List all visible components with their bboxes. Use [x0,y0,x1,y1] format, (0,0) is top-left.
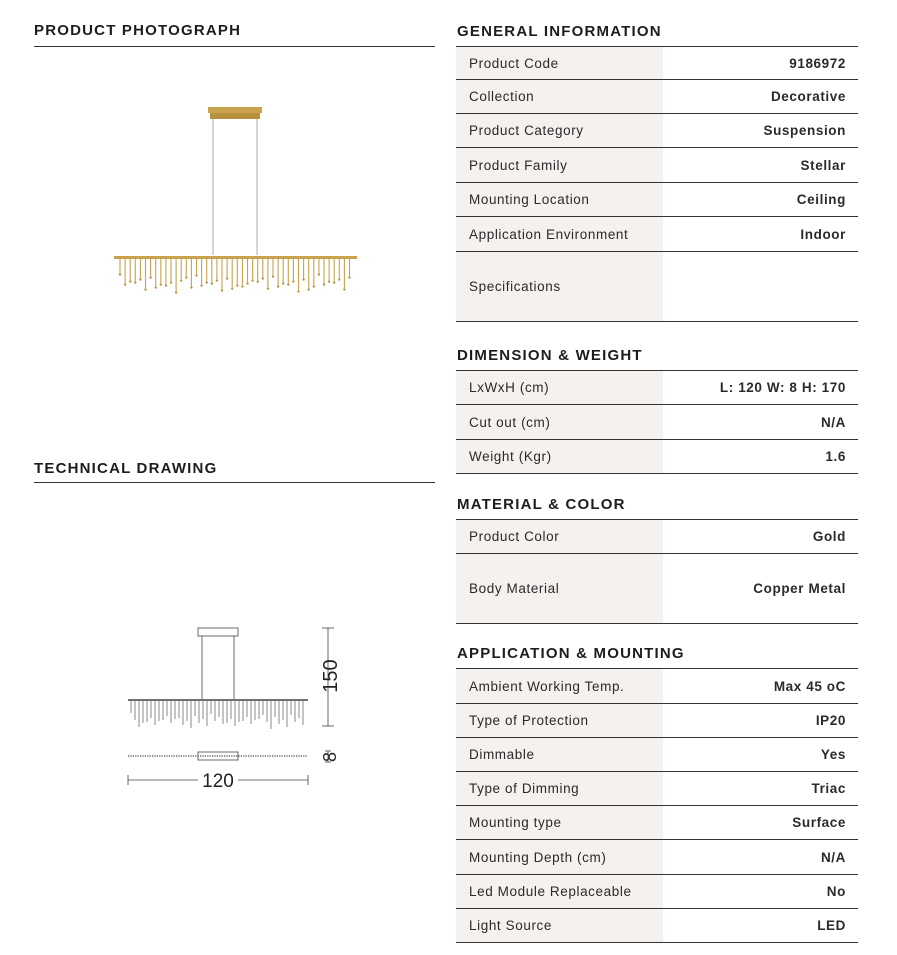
spec-label: LxWxH (cm) [456,371,663,404]
spec-row [456,217,858,252]
spec-value: 9186972 [789,55,846,71]
spec-row [456,148,858,183]
spec-label: Dimmable [456,738,663,771]
spec-label: Product Category [456,114,663,147]
spec-label: Type of Dimming [456,772,663,805]
spec-value: Copper Metal [753,581,846,596]
spec-row [456,47,858,80]
spec-row [456,704,858,738]
product-photo [108,100,363,300]
spec-row [456,440,858,474]
spec-label: Specifications [456,252,663,321]
material-color-table [456,520,858,624]
dim-depth-label: 8 [320,751,340,763]
spec-label: Light Source [456,909,663,942]
spec-row [456,738,858,772]
spec-row [456,371,858,405]
spec-value: IP20 [815,713,846,728]
spec-row [456,183,858,217]
spec-value: Indoor [800,226,846,242]
spec-row [456,554,858,624]
spec-value: Gold [812,529,846,544]
general-information-title: GENERAL INFORMATION [457,23,662,40]
dim-width-label: 120 [202,771,234,792]
spec-value [663,252,858,321]
spec-label: Mounting Location [456,183,663,216]
spec-label: Led Module Replaceable [456,875,663,908]
spec-row [456,80,858,114]
spec-row [456,875,858,909]
technical-drawing [120,620,370,800]
spec-label: Product Family [456,148,663,182]
spec-label: Collection [456,80,663,113]
spec-label: Body Material [456,554,663,623]
spec-label: Weight (Kgr) [456,440,663,473]
spec-value: N/A [820,414,846,430]
technical-drawing-title: TECHNICAL DRAWING [34,460,218,477]
spec-row [456,405,858,440]
pendant-lamp-image [108,100,363,300]
dimension-weight-table [456,371,858,474]
spec-value: Suspension [763,123,846,138]
dimension-weight-title: DIMENSION & WEIGHT [457,347,643,364]
spec-value: Max 45 oC [773,678,846,694]
dim-height-label: 150 [320,659,342,693]
spec-value: Decorative [770,89,846,104]
spec-label: Ambient Working Temp. [456,669,663,703]
spec-label: Application Environment [456,217,663,251]
spec-row [456,840,858,875]
spec-value: Ceiling [796,192,846,207]
spec-row [456,909,858,943]
spec-value: Stellar [800,157,846,173]
spec-row [456,806,858,840]
spec-label: Type of Protection [456,704,663,737]
photo-title-rule [34,46,435,47]
spec-label: Product Code [456,47,663,79]
spec-value: Triac [811,781,846,796]
spec-row [456,772,858,806]
spec-row [456,114,858,148]
application-mounting-title: APPLICATION & MOUNTING [457,645,685,662]
spec-value: L: 120 W: 8 H: 170 [719,380,846,395]
spec-label: Product Color [456,520,663,553]
spec-label: Mounting Depth (cm) [456,840,663,874]
spec-row [456,520,858,554]
product-photograph-title: PRODUCT PHOTOGRAPH [34,22,242,39]
spec-value: 1.6 [825,449,846,464]
spec-value: No [826,884,846,899]
technical-drawing-svg [120,620,370,800]
drawing-title-rule [34,482,435,483]
application-mounting-table [456,669,858,943]
spec-value: Yes [820,747,846,762]
spec-row [456,252,858,322]
spec-label: Mounting type [456,806,663,839]
spec-value: Surface [792,815,846,830]
spec-value: N/A [820,849,846,865]
material-color-title: MATERIAL & COLOR [457,496,626,513]
general-information-table [456,47,858,322]
spec-row [456,669,858,704]
spec-label: Cut out (cm) [456,405,663,439]
spec-value: LED [817,918,846,933]
